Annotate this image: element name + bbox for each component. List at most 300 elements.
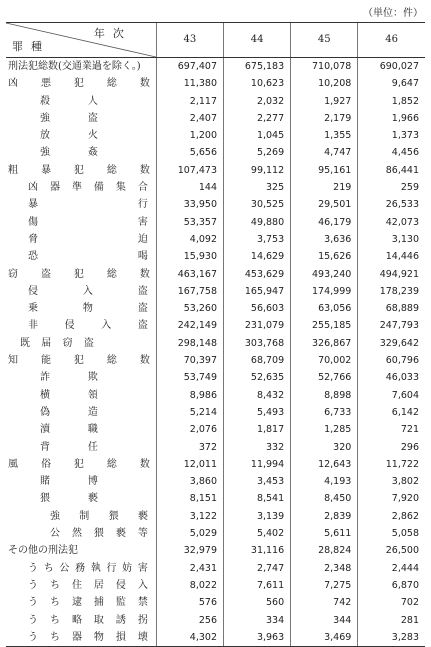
row-label-char: 逮 [71, 597, 82, 609]
row-label-cell [6, 594, 156, 611]
corner-year-label: 年次 [93, 27, 132, 40]
row-label-char: 制 [79, 510, 90, 522]
value-cell: 26,500 [358, 542, 425, 559]
value-cell: 53,260 [156, 300, 223, 317]
row-label-char: 禁 [137, 597, 148, 609]
value-cell: 2,444 [358, 560, 425, 577]
row-label: 刑法犯総数(交通業過を除く。) [8, 61, 141, 72]
value-cell: 231,079 [224, 317, 291, 334]
row-label [6, 439, 156, 456]
value-cell: 46,179 [291, 214, 358, 231]
row-label-char: う [28, 597, 38, 609]
table-row [6, 387, 425, 404]
value-cell: 3,122 [156, 508, 223, 525]
row-label-char: 放 [40, 130, 50, 142]
table-row [6, 594, 425, 611]
row-label [6, 266, 156, 283]
value-cell: 5,493 [224, 404, 291, 421]
corner-crime-type-label: 罪種 [12, 39, 50, 53]
value-cell: 1,817 [224, 421, 291, 438]
value-cell: 3,636 [291, 231, 358, 248]
row-label [6, 369, 156, 386]
table-row [6, 266, 425, 283]
value-cell: 8,541 [224, 490, 291, 507]
row-label-char: 暴 [40, 164, 51, 176]
row-label-char: 監 [115, 597, 126, 609]
row-label-char: 数 [139, 78, 150, 90]
value-cell: 3,963 [224, 629, 291, 647]
row-label-char: 迫 [137, 233, 148, 245]
value-cell: 63,056 [291, 300, 358, 317]
row-label-char: う [28, 614, 38, 626]
table-row [6, 75, 425, 92]
value-cell: 697,407 [156, 58, 223, 76]
row-label-char: 猥 [108, 510, 119, 522]
value-cell: 68,709 [224, 352, 291, 369]
row-label-cell [6, 473, 156, 490]
year-header: 45 [291, 23, 358, 58]
row-label-cell [6, 300, 156, 317]
value-cell: 372 [156, 439, 223, 456]
value-cell: 70,397 [156, 352, 223, 369]
value-cell: 8,151 [156, 490, 223, 507]
value-cell: 1,927 [291, 93, 358, 110]
row-label-cell [6, 179, 156, 196]
value-cell: 7,920 [358, 490, 425, 507]
value-cell: 742 [291, 594, 358, 611]
value-cell: 6,870 [358, 577, 425, 594]
value-cell: 56,603 [224, 300, 291, 317]
row-label [6, 629, 156, 646]
value-cell: 68,889 [358, 300, 425, 317]
row-label-char: 瀆 [40, 424, 50, 436]
row-label [6, 404, 156, 421]
row-label-char: 既 [20, 337, 30, 349]
row-label-char: 然 [71, 528, 82, 540]
row-label-cell [6, 369, 156, 386]
value-cell: 4,456 [358, 144, 425, 161]
value-cell: 28,824 [291, 542, 358, 559]
row-label-cell [6, 421, 156, 438]
row-label [6, 127, 156, 144]
value-cell: 10,623 [224, 75, 291, 92]
row-label-char: 数 [139, 164, 150, 176]
value-cell: 247,793 [358, 317, 425, 334]
row-label-char: 侵 [64, 320, 75, 332]
row-label-char: 風 [8, 458, 18, 470]
value-cell: 8,022 [156, 577, 223, 594]
value-cell: 3,139 [224, 508, 291, 525]
value-cell: 3,283 [358, 629, 425, 647]
value-cell: 3,130 [358, 231, 425, 248]
row-label-cell [6, 266, 156, 283]
row-label [6, 231, 156, 248]
row-label-cell [6, 542, 156, 559]
row-label-char: 悪 [40, 78, 51, 90]
value-cell: 15,930 [156, 248, 223, 265]
table-row [6, 369, 425, 386]
table-row [6, 58, 425, 76]
row-label-cell [6, 110, 156, 127]
row-label-char: う [28, 562, 38, 574]
year-header: 44 [224, 23, 291, 58]
value-cell: 303,768 [224, 335, 291, 352]
row-label-cell [6, 387, 156, 404]
row-label-char: 知 [8, 355, 18, 367]
value-cell: 46,033 [358, 369, 425, 386]
row-label-cell [6, 144, 156, 161]
value-cell: 8,986 [156, 387, 223, 404]
row-label-char: 褻 [87, 493, 98, 505]
table-row [6, 577, 425, 594]
row-label-cell [6, 577, 156, 594]
value-cell: 53,357 [156, 214, 223, 231]
value-cell: 4,747 [291, 144, 358, 161]
crime-statistics-table [6, 22, 425, 647]
row-label-char: 侵 [28, 285, 38, 297]
row-label [6, 473, 156, 490]
value-cell: 326,867 [291, 335, 358, 352]
table-row [6, 110, 425, 127]
value-cell: 259 [358, 179, 425, 196]
row-label: その他の刑法犯 [8, 545, 78, 557]
table-row [6, 283, 425, 300]
table-row [6, 300, 425, 317]
value-cell: 3,469 [291, 629, 358, 647]
row-label-char: 火 [87, 130, 98, 142]
value-cell: 320 [291, 439, 358, 456]
value-cell: 29,501 [291, 196, 358, 213]
row-label-cell [6, 231, 156, 248]
value-cell: 52,635 [224, 369, 291, 386]
value-cell: 5,402 [224, 525, 291, 542]
table-row [6, 525, 425, 542]
row-label-char: 盗 [137, 285, 148, 297]
row-label-char: 行 [106, 562, 117, 574]
value-cell: 3,860 [156, 473, 223, 490]
value-cell: 95,161 [291, 162, 358, 179]
row-label [6, 508, 156, 525]
table-row [6, 231, 425, 248]
value-cell: 107,473 [156, 162, 223, 179]
row-label-cell [6, 490, 156, 507]
row-label-char: 恐 [28, 251, 38, 263]
table-row [6, 439, 425, 456]
row-label-cell [6, 629, 156, 647]
value-cell: 15,626 [291, 248, 358, 265]
value-cell: 2,747 [224, 560, 291, 577]
row-label-char: 器 [49, 182, 60, 194]
row-label-char: 強 [40, 112, 50, 124]
row-label-char: 務 [75, 562, 86, 574]
value-cell: 165,947 [224, 283, 291, 300]
row-label-char: 居 [93, 579, 104, 591]
row-label [6, 612, 156, 629]
row-label-cell [6, 612, 156, 629]
value-cell: 281 [358, 612, 425, 629]
row-label-char: 能 [40, 355, 51, 367]
value-cell: 2,348 [291, 560, 358, 577]
table-row [6, 612, 425, 629]
row-label-cell [6, 456, 156, 473]
table-row [6, 473, 425, 490]
row-label-char: 喝 [137, 251, 148, 263]
value-cell: 5,656 [156, 144, 223, 161]
value-cell: 4,302 [156, 629, 223, 647]
value-cell: 11,994 [224, 456, 291, 473]
value-cell: 32,979 [156, 542, 223, 559]
value-cell: 1,966 [358, 110, 425, 127]
value-cell: 3,753 [224, 231, 291, 248]
value-cell: 329,642 [358, 335, 425, 352]
value-cell: 99,112 [224, 162, 291, 179]
row-label [6, 577, 156, 594]
row-label-char: 数 [139, 458, 150, 470]
value-cell: 255,185 [291, 317, 358, 334]
year-header: 46 [358, 23, 425, 58]
value-cell: 8,898 [291, 387, 358, 404]
value-cell: 5,611 [291, 525, 358, 542]
value-cell: 702 [358, 594, 425, 611]
table-row [6, 542, 425, 559]
row-label-char: 準 [71, 182, 82, 194]
row-label-char: 任 [87, 441, 98, 453]
row-label [6, 179, 156, 196]
value-cell: 2,277 [224, 110, 291, 127]
row-label-cell [6, 439, 156, 456]
value-cell: 52,766 [291, 369, 358, 386]
row-label-char: 猥 [40, 493, 50, 505]
row-label-char: 窃 [8, 268, 18, 280]
row-label [6, 196, 156, 213]
value-cell: 30,525 [224, 196, 291, 213]
value-cell: 453,629 [224, 266, 291, 283]
value-cell: 11,722 [358, 456, 425, 473]
row-label-char: 侵 [115, 579, 126, 591]
value-cell: 576 [156, 594, 223, 611]
value-cell: 5,029 [156, 525, 223, 542]
row-label-char: 届 [41, 337, 52, 349]
value-cell: 344 [291, 612, 358, 629]
row-label-cell [6, 283, 156, 300]
row-label [6, 283, 156, 300]
value-cell: 4,092 [156, 231, 223, 248]
value-cell: 49,880 [224, 214, 291, 231]
table-row [6, 179, 425, 196]
value-cell: 219 [291, 179, 358, 196]
row-label-char: 詐 [40, 372, 50, 384]
value-cell: 675,183 [224, 58, 291, 76]
row-label-char: 入 [82, 285, 93, 297]
row-label-cell [6, 196, 156, 213]
row-label [6, 560, 156, 577]
row-label-char: 盗 [137, 303, 148, 315]
row-label-char: 傷 [28, 216, 38, 228]
table-row [6, 629, 425, 647]
table-row [6, 508, 425, 525]
header-row [6, 23, 425, 58]
row-label-cell [6, 58, 156, 76]
value-cell: 494,921 [358, 266, 425, 283]
table-row [6, 127, 425, 144]
table-row [6, 214, 425, 231]
year-header: 43 [156, 23, 223, 58]
row-label-char: 総 [106, 78, 117, 90]
row-label-char: う [28, 579, 38, 591]
table-row [6, 404, 425, 421]
value-cell: 7,604 [358, 387, 425, 404]
row-label-char: 総 [106, 458, 117, 470]
row-label-char: う [28, 631, 38, 643]
row-label-char: 公 [59, 562, 70, 574]
row-label [6, 75, 156, 92]
row-label-char: 脅 [28, 233, 38, 245]
value-cell: 14,446 [358, 248, 425, 265]
value-cell: 7,275 [291, 577, 358, 594]
row-label-char: 賭 [40, 476, 50, 488]
value-cell: 9,647 [358, 75, 425, 92]
value-cell: 12,643 [291, 456, 358, 473]
value-cell: 10,208 [291, 75, 358, 92]
value-cell: 5,214 [156, 404, 223, 421]
row-label [6, 144, 156, 161]
value-cell: 31,116 [224, 542, 291, 559]
row-label-char: 行 [137, 199, 148, 211]
value-cell: 2,407 [156, 110, 223, 127]
row-label-char: 欺 [87, 372, 98, 384]
row-label-char: 凶 [8, 78, 18, 90]
row-label-char: 姦 [87, 147, 98, 159]
row-label-cell [6, 162, 156, 179]
table-row [6, 93, 425, 110]
row-label [6, 525, 156, 542]
row-label-char: 粗 [8, 164, 18, 176]
row-label-char: 略 [71, 614, 82, 626]
row-label-char: 博 [87, 476, 98, 488]
row-label-char: 住 [71, 579, 82, 591]
row-label-cell [6, 560, 156, 577]
row-label-cell [6, 317, 156, 334]
value-cell: 4,193 [291, 473, 358, 490]
row-label-cell [6, 335, 156, 352]
table-row [6, 421, 425, 438]
row-label-char: 犯 [73, 164, 84, 176]
value-cell: 2,076 [156, 421, 223, 438]
row-label-char: 物 [93, 631, 104, 643]
row-label-char: 害 [137, 216, 148, 228]
value-cell: 70,002 [291, 352, 358, 369]
row-label [6, 162, 156, 179]
table-row [6, 560, 425, 577]
row-label [6, 317, 156, 334]
row-label-char: 凶 [28, 182, 38, 194]
value-cell: 298,148 [156, 335, 223, 352]
row-label-char: 総 [106, 268, 117, 280]
value-cell: 26,533 [358, 196, 425, 213]
value-cell: 1,045 [224, 127, 291, 144]
value-cell: 2,032 [224, 93, 291, 110]
row-label-char: ち [49, 579, 60, 591]
row-label-char: 犯 [73, 458, 84, 470]
row-label-char: ち [49, 597, 60, 609]
row-label-char: 偽 [40, 406, 50, 418]
value-cell: 1,355 [291, 127, 358, 144]
row-label-char: 領 [87, 389, 98, 401]
row-label-char: 犯 [73, 268, 84, 280]
value-cell: 53,749 [156, 369, 223, 386]
value-cell: 5,269 [224, 144, 291, 161]
value-cell: 6,733 [291, 404, 358, 421]
value-cell: 33,950 [156, 196, 223, 213]
value-cell: 690,027 [358, 58, 425, 76]
row-label-char: 猥 [93, 528, 104, 540]
row-label-char: 犯 [73, 355, 84, 367]
table-row [6, 335, 425, 352]
row-label-char: 合 [137, 182, 148, 194]
table-row [6, 144, 425, 161]
row-label [6, 248, 156, 265]
row-label-cell [6, 127, 156, 144]
row-label-char: 誘 [115, 614, 126, 626]
row-label-char: 盗 [40, 268, 51, 280]
table-row [6, 456, 425, 473]
row-label-char: 殺 [40, 95, 50, 107]
row-label [6, 421, 156, 438]
value-cell: 14,629 [224, 248, 291, 265]
row-label [6, 335, 156, 352]
value-cell: 1,200 [156, 127, 223, 144]
value-cell: 42,073 [358, 214, 425, 231]
row-label-char: 盗 [83, 337, 94, 349]
row-label-char: 集 [115, 182, 126, 194]
row-label-char: 等 [137, 528, 148, 540]
row-label-char: ち [49, 614, 60, 626]
value-cell: 296 [358, 439, 425, 456]
row-label [6, 387, 156, 404]
row-label-char: 職 [87, 424, 98, 436]
row-label-char: 褻 [137, 510, 148, 522]
row-label-char: 横 [40, 389, 50, 401]
row-label-char: 俗 [40, 458, 51, 470]
value-cell: 2,839 [291, 508, 358, 525]
row-label [6, 214, 156, 231]
row-label-char: 妨 [122, 562, 133, 574]
value-cell: 2,862 [358, 508, 425, 525]
value-cell: 1,373 [358, 127, 425, 144]
row-label-char: 犯 [73, 78, 84, 90]
row-label-cell [6, 93, 156, 110]
row-label-char: 器 [71, 631, 82, 643]
value-cell: 86,441 [358, 162, 425, 179]
value-cell: 7,611 [224, 577, 291, 594]
row-label-char: 盗 [87, 112, 98, 124]
unit-note: （単位：件） [363, 8, 423, 19]
row-label [6, 110, 156, 127]
value-cell: 332 [224, 439, 291, 456]
value-cell: 12,011 [156, 456, 223, 473]
row-label-cell [6, 404, 156, 421]
table-row [6, 162, 425, 179]
value-cell: 1,852 [358, 93, 425, 110]
row-label [6, 456, 156, 473]
row-label-char: ち [49, 631, 60, 643]
row-label-char: 取 [93, 614, 104, 626]
row-label-char: 暴 [28, 199, 38, 211]
table-row [6, 352, 425, 369]
value-cell: 60,796 [358, 352, 425, 369]
row-label-cell [6, 214, 156, 231]
row-label-char: 損 [115, 631, 126, 643]
